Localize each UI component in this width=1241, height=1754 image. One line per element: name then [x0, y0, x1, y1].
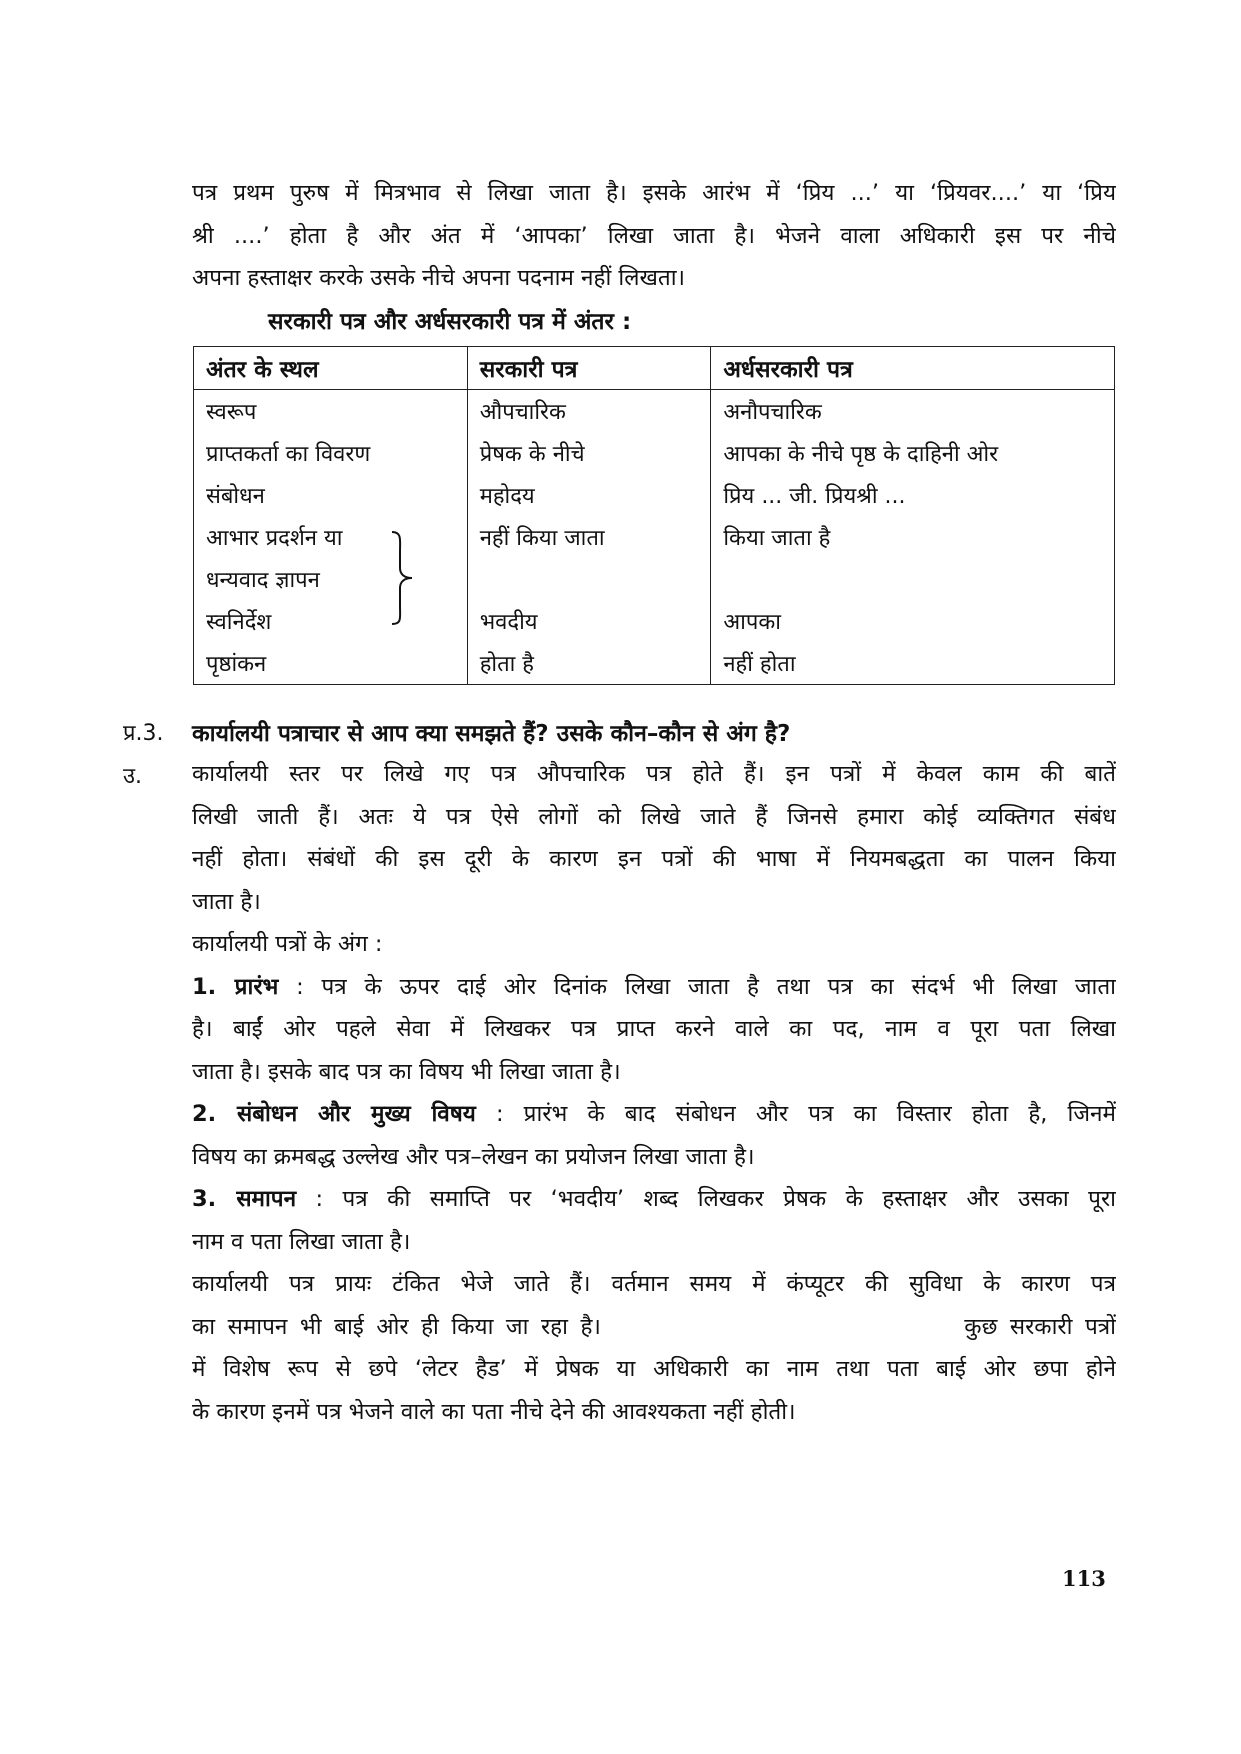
closing-line: कार्यालयी पत्र प्रायः टंकित भेजे जाते हैं। वर्तमान समय में कंप्यूटर की सुविधा के कारण पत्र: [192, 1271, 1116, 1297]
part2-line: [192, 1093, 1116, 1136]
table-cell: किया जाता है: [711, 516, 1115, 558]
table-header-cell: अंतर के स्थल: [194, 347, 468, 390]
table-cell: प्राप्तकर्ता का विवरण: [194, 432, 468, 474]
part3-title: 3. समापन: [192, 1186, 297, 1212]
table-cell: आपका: [711, 600, 1115, 642]
table-cell: नहीं होता: [711, 642, 1115, 685]
answer-line: जाता है।: [192, 888, 261, 915]
part3-line: [192, 1178, 1116, 1221]
part2-line: विषय का क्रमबद्ध उल्लेख और पत्र–लेखन का प्रयोजन लिखा जाता है।: [192, 1143, 755, 1170]
table-cell: होता है: [467, 642, 711, 685]
table-cell: नहीं किया जाता: [467, 516, 711, 558]
intro-line: अपना हस्ताक्षर करके उसके नीचे अपना पदनाम नहीं लिखता।: [192, 265, 686, 291]
table-cell: धन्यवाद ज्ञापन: [194, 558, 468, 600]
part2-title: 2. संबोधन और मुख्य विषय: [192, 1101, 476, 1127]
question-label: प्र.3.: [123, 721, 164, 746]
table-cell: आपका के नीचे पृष्ठ के दाहिनी ओर: [711, 432, 1115, 474]
comparison-table: [193, 346, 1115, 685]
part3-text: : पत्र की समाप्ति पर ‘भवदीय’ शब्द लिखकर प्रेषक के हस्ताक्षर और उसका पूरा: [296, 1186, 1116, 1212]
parts-heading: कार्यालयी पत्रों के अंग :: [192, 931, 383, 957]
answer-line: कार्यालयी स्तर पर लिखे गए पत्र औपचारिक पत्र होते हैं। इन पत्रों में केवल काम की बातें: [192, 761, 1116, 787]
page-number: 113: [1062, 1566, 1106, 1591]
table-cell: पृष्ठांकन: [194, 642, 468, 685]
intro-paragraph: [192, 172, 1116, 300]
table-cell: स्वनिर्देश: [194, 600, 468, 642]
part1-line: जाता है। इसके बाद पत्र का विषय भी लिखा जाता है।: [192, 1058, 621, 1085]
table-cell: औपचारिक: [467, 390, 711, 433]
table-row: [194, 642, 1115, 685]
table-row: [194, 390, 1115, 433]
table-cell: प्रेषक के नीचे: [467, 432, 711, 474]
part1-line: [192, 966, 1116, 1009]
table-row: [194, 432, 1115, 474]
table-row: [194, 558, 1115, 600]
answer-label: उ.: [123, 764, 143, 789]
closing-line: का समापन भी बाई ओर ही किया जा रहा है। कुछ सरकारी पत्रों: [192, 1313, 1116, 1340]
intro-line: पत्र प्रथम पुरुष में मित्रभाव से लिखा जाता है। इसके आरंभ में ‘प्रिय ...’ या ‘प्रियवर....’ या ‘प्रिय: [192, 180, 1116, 206]
part1-title: 1. प्रारंभ: [192, 973, 279, 1000]
table-header-cell: सरकारी पत्र: [467, 347, 711, 390]
table-cell: महोदय: [467, 474, 711, 516]
table-cell: प्रिय ... जी. प्रियश्री ...: [711, 474, 1115, 516]
curly-brace-icon: [388, 530, 418, 626]
table-cell: भवदीय: [467, 600, 711, 642]
table-cell: संबोधन: [194, 474, 468, 516]
table-header-row: [194, 347, 1115, 390]
part1-text: : पत्र के ऊपर दाई ओर दिनांक लिखा जाता है तथा पत्र का संदर्भ भी लिखा जाता: [278, 973, 1116, 1000]
question-text: कार्यालयी पत्राचार से आप क्या समझते हैं? उसके कौन–कौन से अंग है?: [192, 721, 791, 747]
table-row: [194, 516, 1115, 558]
intro-line: श्री ....’ होता है और अंत में ‘आपका’ लिखा जाता है। भेजने वाला अधिकारी इस पर नीचे: [192, 222, 1116, 249]
table-cell: अनौपचारिक: [711, 390, 1115, 433]
part1-line: है। बाईं ओर पहले सेवा में लिखकर पत्र प्राप्त करने वाले का पद, नाम व पूरा पता लिखा: [192, 1016, 1116, 1042]
answer-line: लिखी जाती हैं। अतः ये पत्र ऐसे लोगों को लिखे जाते हैं जिनसे हमारा कोई व्यक्तिगत संबंध: [192, 803, 1116, 830]
table-cell: आभार प्रदर्शन या: [194, 516, 468, 558]
table-title: सरकारी पत्र और अर्धसरकारी पत्र में अंतर :: [268, 309, 632, 335]
table-cell: [711, 558, 1115, 600]
answer-paragraph: [192, 753, 1116, 1433]
closing-line: के कारण इनमें पत्र भेजने वाले का पता नीचे देने की आवश्यकता नहीं होती।: [192, 1398, 796, 1425]
part3-line: नाम व पता लिखा जाता है।: [192, 1228, 411, 1255]
table-cell: [467, 558, 711, 600]
table-row: [194, 474, 1115, 516]
table-cell: स्वरूप: [194, 390, 468, 433]
closing-line: में विशेष रूप से छपे ‘लेटर हैड’ में प्रेषक या अधिकारी का नाम तथा पता बाई ओर छपा होने: [192, 1356, 1116, 1382]
table-row: [194, 600, 1115, 642]
table-header-cell: अर्धसरकारी पत्र: [711, 347, 1115, 390]
part2-text: : प्रारंभ के बाद संबोधन और पत्र का विस्तार होता है, जिनमें: [475, 1101, 1116, 1127]
answer-line: नहीं होता। संबंधों की इस दूरी के कारण इन पत्रों की भाषा में नियमबद्धता का पालन किया: [192, 846, 1116, 872]
